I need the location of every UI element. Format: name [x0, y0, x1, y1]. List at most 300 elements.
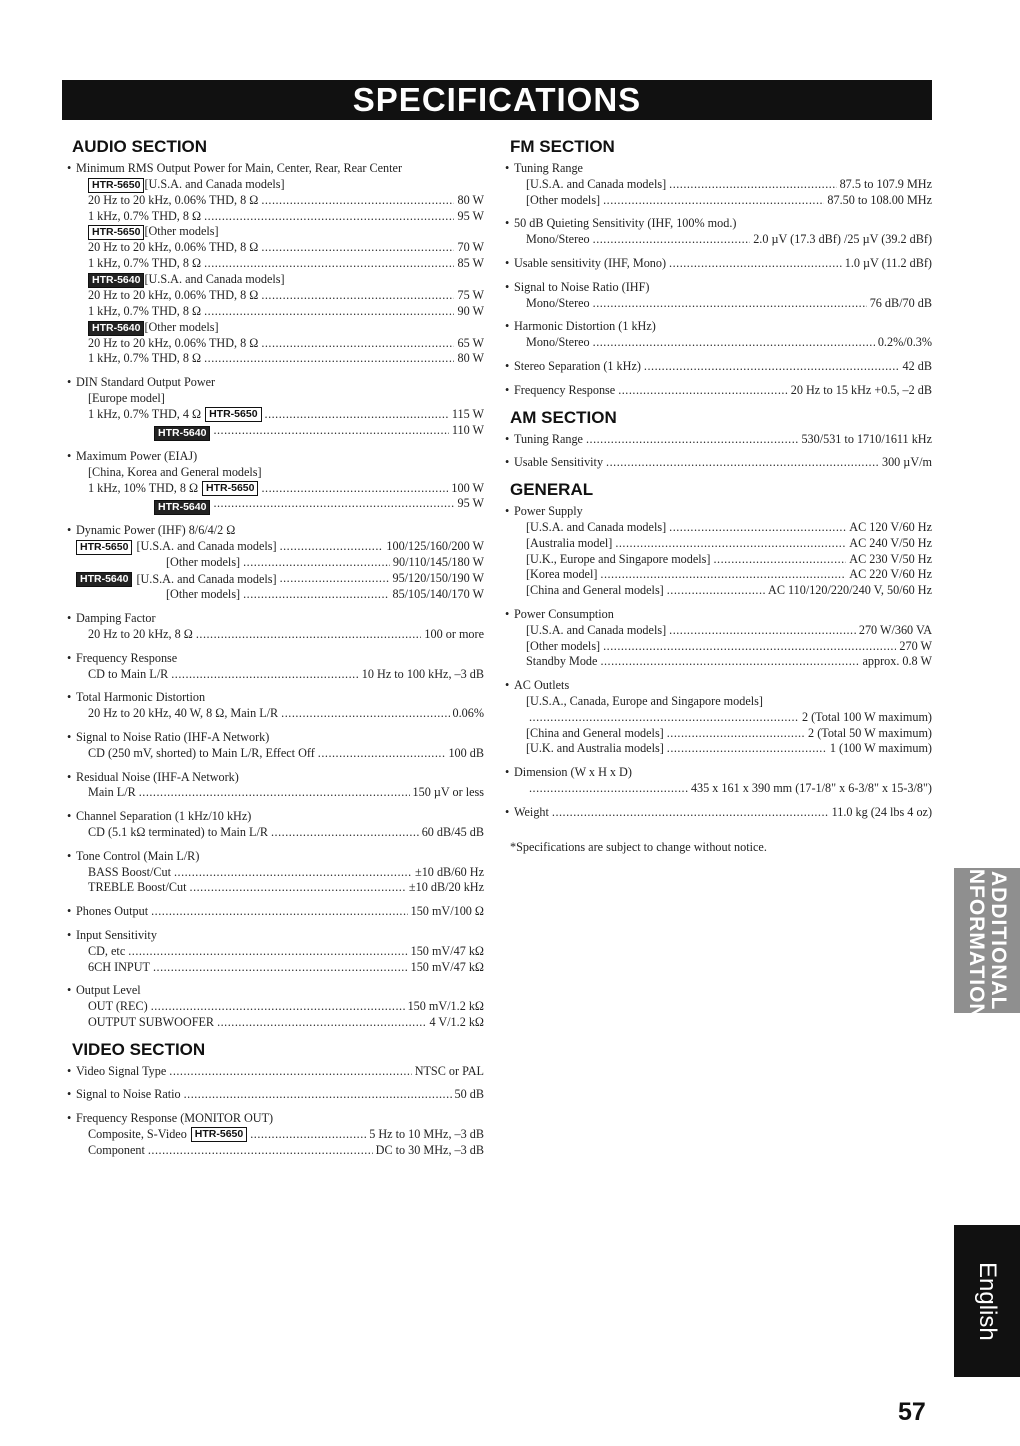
spec-label-text: [Other models]	[166, 555, 241, 570]
spec-item	[510, 319, 932, 351]
dot-leader	[667, 741, 827, 757]
spec-label-text: [Korea model]	[526, 567, 598, 582]
spec-row	[72, 667, 484, 683]
dot-leader	[271, 825, 419, 841]
spec-item	[72, 611, 484, 643]
spec-text	[510, 319, 932, 335]
spec-item	[72, 928, 484, 975]
spec-label-text: [Europe model]	[88, 390, 165, 405]
spec-label-text: CD to Main L/R	[88, 666, 169, 681]
dot-leader	[600, 654, 859, 670]
spec-label	[88, 465, 262, 479]
spec-label-text: Output Level	[76, 983, 141, 998]
spec-label-text: Dimension (W x H x D)	[514, 765, 632, 780]
spec-row	[72, 304, 484, 320]
spec-value: 95 W	[457, 496, 484, 511]
spec-label	[88, 785, 136, 801]
spec-value: 90 W	[457, 303, 484, 318]
spec-value: 270 W	[899, 638, 932, 653]
spec-row	[72, 904, 484, 920]
page-number: 57	[898, 1398, 926, 1426]
spec-value: 300 µV/m	[881, 455, 932, 470]
spec-label-text: [Other models]	[526, 638, 601, 653]
spec-value: ±10 dB/20 kHz	[408, 880, 484, 895]
spec-item	[72, 730, 484, 762]
spec-label	[526, 639, 600, 655]
spec-item	[72, 449, 484, 515]
spec-text	[510, 216, 932, 232]
model-badge: HTR-5650	[76, 540, 132, 555]
spec-row	[510, 639, 932, 655]
spec-label-text: • Weight	[514, 804, 549, 819]
dot-leader	[204, 209, 454, 225]
spec-label	[88, 193, 258, 209]
section-heading: GENERAL	[510, 480, 594, 500]
dot-leader	[196, 627, 422, 643]
spec-row	[72, 496, 484, 515]
dot-leader	[669, 256, 842, 272]
spec-row	[72, 288, 484, 304]
spec-label-text: AC Outlets	[514, 678, 570, 693]
spec-text	[510, 607, 932, 623]
dot-leader	[280, 571, 390, 587]
spec-row	[510, 359, 932, 375]
spec-row	[510, 710, 932, 726]
spec-label	[88, 209, 201, 225]
spec-label-text: 1 kHz, 0.7% THD, 8 Ω	[88, 351, 202, 366]
spec-text	[72, 928, 484, 944]
spec-label	[166, 555, 240, 571]
spec-row	[72, 571, 484, 587]
spec-label	[76, 572, 277, 588]
spec-label	[88, 407, 262, 423]
spec-label	[88, 1015, 214, 1031]
spec-row	[510, 805, 932, 821]
english-language-tab-label: English	[974, 1261, 1001, 1341]
spec-label-text: 50 dB Quieting Sensitivity (IHF, 100% mod.)	[514, 216, 737, 231]
spec-row	[72, 193, 484, 209]
spec-value: 85 W	[457, 256, 484, 271]
spec-label-text: 20 Hz to 20 kHz, 8 Ω	[88, 626, 193, 641]
spec-label	[76, 375, 215, 389]
dot-leader	[151, 999, 405, 1015]
spec-label-text: [Australia model]	[526, 535, 613, 550]
spec-value: AC 110/120/220/240 V, 50/60 Hz	[768, 583, 932, 598]
spec-value: 90/110/145/180 W	[392, 555, 484, 570]
dot-leader	[669, 623, 856, 639]
spec-text	[72, 770, 484, 786]
spec-label-text: Main L/R	[88, 785, 136, 800]
model-badge: HTR-5640	[154, 426, 210, 441]
dot-leader	[250, 1127, 366, 1143]
spec-value: approx. 0.8 W	[862, 654, 932, 669]
spec-value: 100/125/160/200 W	[386, 538, 484, 553]
dot-leader	[603, 193, 824, 209]
spec-value: 100 dB	[448, 745, 484, 760]
spec-label	[76, 523, 235, 537]
spec-value: 150 mV/47 kΩ	[410, 959, 484, 974]
am-section	[510, 407, 932, 472]
spec-label	[88, 1127, 247, 1143]
dot-leader	[261, 240, 454, 256]
spec-label	[526, 694, 763, 708]
spec-item	[510, 383, 932, 399]
model-badge: HTR-5650	[191, 1127, 247, 1142]
dot-leader	[667, 726, 805, 742]
spec-item	[72, 904, 484, 920]
spec-value: AC 230 V/50 Hz	[849, 551, 932, 566]
spec-label-text: Total Harmonic Distortion	[76, 690, 206, 705]
spec-value: 150 mV/100 Ω	[410, 904, 484, 919]
audio-section	[72, 136, 484, 1031]
spec-row	[510, 232, 932, 248]
dot-leader	[603, 639, 896, 655]
right-sections	[510, 136, 932, 821]
spec-label-text: CD (250 mV, shorted) to Main L/R, Effect Off	[88, 745, 315, 760]
spec-row	[72, 240, 484, 256]
spec-text	[72, 449, 484, 465]
dot-leader	[644, 359, 900, 375]
dot-leader	[151, 904, 407, 920]
spec-label-text: Composite, S-Video	[88, 1127, 187, 1142]
dot-leader	[261, 193, 454, 209]
spec-label	[88, 746, 315, 762]
spec-label	[76, 809, 251, 823]
spec-label-text: Mono/Stereo	[526, 232, 590, 247]
dot-leader	[318, 746, 446, 762]
spec-value: 150 µV or less	[412, 785, 484, 800]
spec-label-text: [U.K., Europe and Singapore models]	[526, 551, 711, 566]
spec-label-text: 1 kHz, 0.7% THD, 8 Ω	[88, 256, 202, 271]
spec-row	[72, 407, 484, 423]
spec-row	[72, 209, 484, 225]
spec-label-text: Component	[88, 1142, 145, 1157]
spec-value: AC 240 V/50 Hz	[849, 535, 932, 550]
spec-value: 10 Hz to 100 kHz, –3 dB	[361, 666, 484, 681]
spec-label-text: [U.S.A. and Canada models]	[144, 271, 285, 286]
spec-label	[76, 539, 277, 555]
spec-row	[510, 177, 932, 193]
spec-label	[526, 583, 664, 599]
dot-leader	[217, 1015, 426, 1031]
spec-label	[88, 320, 219, 334]
spec-row	[72, 865, 484, 881]
spec-row	[510, 335, 932, 351]
spec-label-text: [U.S.A. and Canada models]	[136, 571, 277, 586]
spec-label-text: • Video Signal Type	[76, 1063, 167, 1078]
spec-label	[88, 960, 150, 976]
section-heading: AUDIO SECTION	[72, 137, 208, 156]
spec-label-text: [China and General models]	[526, 725, 664, 740]
dot-leader	[669, 177, 836, 193]
spec-row	[72, 1127, 484, 1143]
additional-information-tab	[954, 861, 1020, 1020]
dot-leader	[139, 785, 410, 801]
spec-label	[88, 500, 210, 515]
spec-item	[510, 161, 932, 208]
spec-label	[76, 690, 205, 704]
spec-value: 1.0 µV (11.2 dBf)	[844, 255, 932, 270]
spec-label-text: [U.S.A. and Canada models]	[526, 622, 667, 637]
spec-value: 115 W	[451, 406, 484, 421]
spec-label-text: TREBLE Boost/Cut	[88, 880, 187, 895]
spec-label	[514, 504, 583, 518]
dot-leader	[204, 351, 454, 367]
spec-item	[72, 770, 484, 802]
spec-text	[72, 391, 484, 407]
spec-label-text: • Phones Output	[76, 904, 149, 919]
dot-leader	[615, 536, 846, 552]
model-badge: HTR-5650	[88, 178, 144, 193]
spec-label-text: [U.S.A. and Canada models]	[144, 176, 285, 191]
dot-leader	[281, 706, 449, 722]
spec-label	[526, 552, 710, 568]
dot-leader	[213, 423, 448, 439]
spec-text	[510, 694, 932, 710]
spec-row	[72, 256, 484, 272]
spec-row	[72, 746, 484, 762]
dot-leader	[204, 256, 454, 272]
spec-label	[88, 304, 201, 320]
spec-label-text: [U.S.A. and Canada models]	[526, 176, 667, 191]
spec-row	[510, 432, 932, 448]
spec-item	[510, 805, 932, 821]
spec-label	[76, 770, 239, 784]
dot-leader	[204, 304, 454, 320]
spec-row	[510, 726, 932, 742]
spec-value: AC 220 V/60 Hz	[849, 567, 932, 582]
dot-leader	[243, 587, 389, 603]
spec-row	[72, 351, 484, 367]
dot-leader	[529, 710, 799, 726]
spec-label	[514, 805, 549, 821]
spec-item	[72, 690, 484, 722]
spec-item	[510, 678, 932, 757]
spec-value: 75 W	[457, 287, 484, 302]
spec-row	[510, 623, 932, 639]
spec-row	[72, 1015, 484, 1031]
spec-value: 85/105/140/170 W	[392, 587, 484, 602]
spec-value: 1 (100 W maximum)	[829, 741, 932, 756]
spec-label	[76, 611, 156, 625]
spec-row	[510, 383, 932, 399]
english-language-tab	[954, 1225, 1020, 1377]
spec-value: 80 W	[457, 192, 484, 207]
dot-leader	[261, 288, 454, 304]
spec-label-text: Power Consumption	[514, 606, 614, 621]
dot-leader	[669, 520, 846, 536]
spec-label	[76, 849, 199, 863]
spec-label	[88, 224, 219, 238]
spec-row	[72, 999, 484, 1015]
dot-leader	[261, 336, 454, 352]
dot-leader	[171, 667, 359, 683]
spec-value: AC 120 V/60 Hz	[849, 519, 932, 534]
spec-label	[88, 481, 258, 497]
spec-value: 11.0 kg (24 lbs 4 oz)	[831, 804, 932, 819]
dot-leader	[128, 944, 407, 960]
dot-leader	[153, 960, 408, 976]
spec-label-text: Mono/Stereo	[526, 335, 590, 350]
spec-row	[510, 781, 932, 797]
footnote: *Specifications are subject to change without notice.	[510, 839, 767, 854]
spec-label-text: Channel Separation (1 kHz/10 kHz)	[76, 809, 252, 824]
spec-label	[526, 232, 590, 248]
spec-label-text: 20 Hz to 20 kHz, 40 W, 8 Ω, Main L/R	[88, 706, 279, 721]
spec-label	[88, 426, 210, 441]
spec-label-text: BASS Boost/Cut	[88, 864, 171, 879]
spec-text	[72, 224, 484, 240]
spec-text	[72, 809, 484, 825]
spec-label-text: 1 kHz, 0.7% THD, 8 Ω	[88, 303, 202, 318]
spec-value: 65 W	[457, 335, 484, 350]
spec-value: 100 or more	[424, 626, 484, 641]
model-badge: HTR-5650	[205, 407, 261, 422]
spec-text	[72, 983, 484, 999]
spec-label-text: Tuning Range	[514, 161, 583, 175]
spec-label-text: [U.S.A., Canada, Europe and Singapore models]	[526, 693, 763, 708]
spec-label-text: • Signal to Noise Ratio	[76, 1087, 181, 1102]
spec-label-text: Maximum Power (EIAJ)	[76, 449, 198, 464]
spec-row	[510, 583, 932, 599]
spec-label-text: Signal to Noise Ratio (IHF-A Network)	[76, 729, 270, 744]
spec-value: 80 W	[457, 351, 484, 366]
spec-row	[510, 567, 932, 583]
spec-label-text: Standby Mode	[526, 654, 598, 669]
spec-label-text: OUTPUT SUBWOOFER	[88, 1014, 215, 1029]
spec-text	[72, 1111, 484, 1127]
spec-label	[76, 651, 177, 665]
spec-row	[72, 944, 484, 960]
spec-text	[510, 765, 932, 781]
spec-label	[88, 999, 148, 1015]
spec-row	[72, 627, 484, 643]
spec-label	[76, 161, 402, 175]
dot-leader	[190, 880, 406, 896]
spec-label-text: DIN Standard Output Power	[76, 375, 216, 390]
spec-label	[88, 880, 187, 896]
fm-section	[510, 136, 932, 399]
spec-value: 70 W	[457, 240, 484, 255]
spec-label-text: 1 kHz, 0.7% THD, 8 Ω	[88, 208, 202, 223]
dot-leader	[667, 583, 765, 599]
dot-leader	[606, 455, 879, 471]
spec-row	[510, 520, 932, 536]
spec-value: 76 dB/70 dB	[869, 295, 932, 310]
spec-label-text: CD, etc	[88, 943, 126, 958]
dot-leader	[529, 781, 688, 797]
dot-leader	[586, 432, 798, 448]
spec-label	[88, 627, 193, 643]
spec-label	[514, 319, 656, 333]
spec-row	[72, 336, 484, 352]
dot-leader	[593, 232, 751, 248]
spec-row	[72, 1143, 484, 1159]
spec-value: 110 W	[451, 422, 484, 437]
spec-label	[88, 667, 168, 683]
dot-leader	[243, 555, 390, 571]
spec-row	[72, 880, 484, 896]
spec-value: 50 dB	[454, 1087, 484, 1102]
spec-value: 87.50 to 108.00 MHz	[827, 192, 932, 207]
spec-item	[72, 161, 484, 367]
model-badge: HTR-5650	[202, 481, 258, 496]
spec-label-text: OUT (REC)	[88, 999, 148, 1014]
spec-value: ±10 dB/60 Hz	[415, 864, 484, 879]
spec-text	[72, 161, 484, 177]
spec-label-text: • Tuning Range	[514, 431, 583, 446]
spec-label	[88, 177, 285, 191]
spec-label-text: Dynamic Power (IHF) 8/6/4/2 Ω	[76, 522, 236, 537]
spec-label-text: [Other models]	[526, 192, 601, 207]
dot-leader	[618, 383, 788, 399]
spec-label-text: Input Sensitivity	[76, 927, 157, 942]
spec-label-text: Damping Factor	[76, 611, 156, 626]
spec-label-text: 20 Hz to 20 kHz, 0.06% THD, 8 Ω	[88, 192, 259, 207]
spec-text	[72, 849, 484, 865]
spec-label	[514, 432, 583, 448]
spec-label-text: [China, Korea and General models]	[88, 464, 262, 479]
spec-label-text: CD (5.1 kΩ terminated) to Main L/R	[88, 824, 268, 839]
spec-label-text: [Other models]	[166, 587, 241, 602]
spec-label-text: Frequency Response (MONITOR OUT)	[76, 1111, 274, 1126]
dot-leader	[261, 481, 448, 497]
spec-label-text: Harmonic Distortion (1 kHz)	[514, 319, 656, 334]
spec-label-text: [China and General models]	[526, 583, 664, 598]
spec-label	[526, 520, 666, 536]
spec-value: 0.06%	[452, 706, 484, 721]
spec-text	[510, 678, 932, 694]
spec-label	[526, 296, 590, 312]
model-badge: HTR-5640	[88, 273, 144, 288]
spec-label	[88, 865, 171, 881]
spec-item	[72, 651, 484, 683]
spec-row	[510, 296, 932, 312]
spec-label	[514, 161, 583, 175]
spec-value: 5 Hz to 10 MHz, –3 dB	[369, 1127, 484, 1142]
spec-text	[72, 320, 484, 336]
dot-leader	[593, 335, 875, 351]
spec-label-text: 20 Hz to 20 kHz, 0.06% THD, 8 Ω	[88, 335, 259, 350]
spec-text	[510, 161, 932, 177]
spec-label	[76, 1064, 166, 1080]
spec-label	[88, 825, 268, 841]
right-column	[510, 136, 932, 855]
spec-value: 150 mV/1.2 kΩ	[407, 999, 484, 1014]
spec-value: 95 W	[457, 208, 484, 223]
spec-text	[510, 280, 932, 296]
spec-value: 0.2%/0.3%	[877, 335, 932, 350]
spec-value: 2 (Total 50 W maximum)	[808, 725, 932, 740]
spec-label	[88, 256, 201, 272]
dot-leader	[174, 865, 412, 881]
spec-row	[510, 256, 932, 272]
spec-value: 95/120/150/190 W	[392, 570, 484, 585]
spec-label	[526, 654, 597, 670]
spec-label	[88, 1143, 145, 1159]
spec-text	[72, 177, 484, 193]
spec-item	[72, 1111, 484, 1158]
spec-label	[514, 216, 736, 230]
model-badge: HTR-5640	[76, 572, 132, 587]
spec-value: NTSC or PAL	[414, 1063, 484, 1078]
spec-label	[514, 607, 614, 621]
model-badge: HTR-5640	[154, 500, 210, 515]
spec-row	[72, 481, 484, 497]
spec-label	[88, 351, 201, 367]
spec-value: 435 x 161 x 390 mm (17-1/8" x 6-3/8" x 15-3/8")	[690, 780, 932, 795]
spec-label-text: [Other models]	[144, 224, 219, 239]
